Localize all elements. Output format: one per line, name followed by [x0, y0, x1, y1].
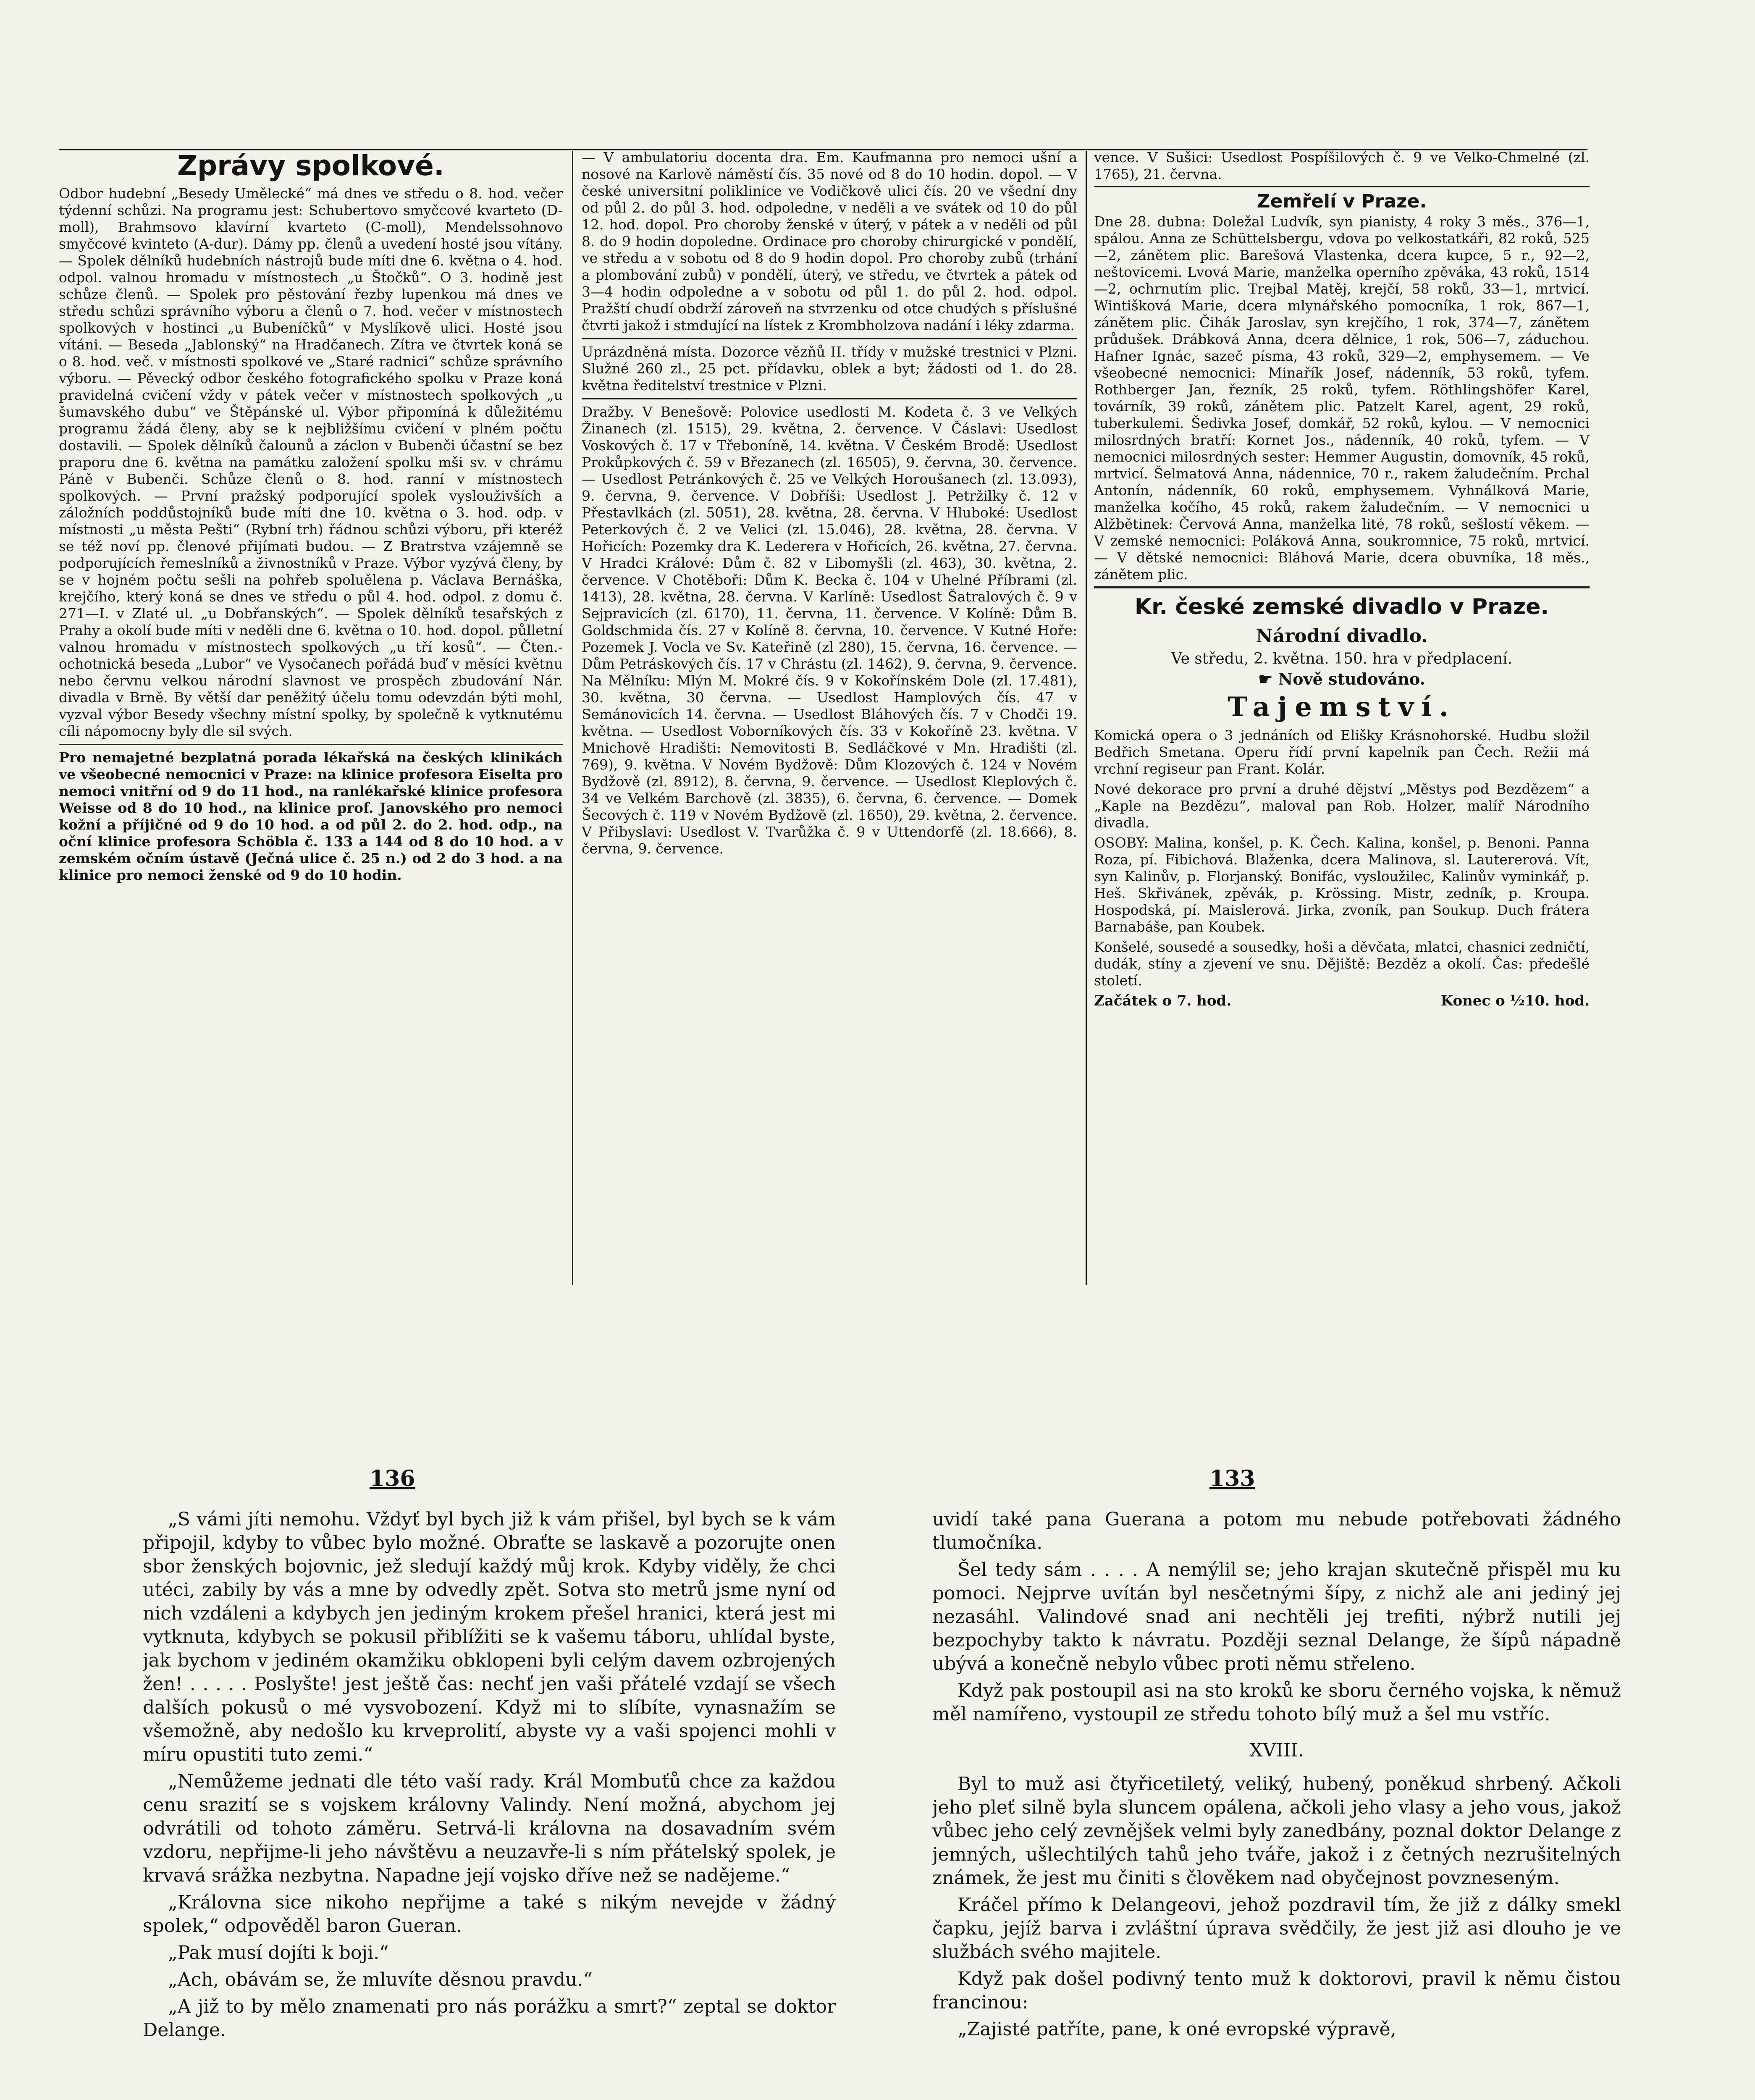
play-title: Tajemství.	[1228, 691, 1456, 723]
pointing-hand-icon: ☛	[1258, 669, 1278, 688]
divider	[1094, 186, 1590, 187]
time-line	[1094, 992, 1590, 1009]
section-title: Zprávy spolkové.	[177, 150, 445, 182]
story-paragraph: „Nemůžeme jednati dle této vaší rady. Král Mombuťů chce za každou cenu srazití se s vojskem královny Valindy. Není možná, abychom jej odvrátili od tohoto záměru. Setrvá-li královna na dosavadním svém vzdoru, nepřijme-li jeho návštěvu a neuzavře-li s ním přátelský spolek, je krvavá srážka nezbytna. Napadne její vojsko dříve než se nadějeme.“	[143, 1771, 836, 1886]
lower-right-column	[932, 1508, 1621, 2100]
story-paragraph: Šel tedy sám . . . . A nemýlil se; jeho krajan skutečně přispěl mu ku pomoci. Nejprve uvítán byl nesčetnými šípy, z nichž ale ani jediný jej nezasáhl. Valindové snad ani nechtěli jej trefiti, nýbrž nutili jej bezpochyby takto k návratu. Později seznal Delange, že šípů nápadně ubývá a konečně nebylo vůbec proti němu střeleno.	[932, 1559, 1621, 1675]
theatre-title: Kr. české zemské divadlo v Praze.	[1134, 594, 1549, 620]
vacancy-notice: Uprázdněná místa. Dozorce vězňů II. třídy v mužské trestnici v Plzni. Služné 260 zl., 25 pct. přídavku, oblek a byt; žádosti od 1. do 28. května ředitelství trestnice v Plzni.	[582, 344, 1077, 394]
performance-date: Ve středu, 2. května. 150. hra v předplacení.	[1171, 650, 1513, 667]
auctions-notice: Dražby. V Benešově: Polovice usedlosti M. Kodeta č. 3 ve Velkých Žinanech (zl. 1515), 29. května, 2. července. V Čáslavi: Usedlost Voskových č. 17 v Třeboníně, 14. května. V Českém Brodě: Usedlost Prokůpkových č. 59 v Březanech (zl. 16505), 9. června, 30. července. — Usedlost Petránkových č. 25 ve Velkých Horoušanech (zl. 13.093), 9. června, 9. července. V Dobříši: Usedlost J. Petržilky č. 12 v Přestavlkách (zl. 5051), 28. května, 28. června. V Hluboké: Usedlost Peterkových č. 2 ve Velici (zl. 15.046), 28. května, 28. června. V Hořicích: Pozemky dra K. Lederera v Hořicích, 26. května, 27. června. V Hradci Králové: Dům č. 82 v Libomyšli (zl. 463), 30. května, 2. července. V Chotěboři: Dům K. Becka č. 104 v Uhelné Příbrami (zl. 1413), 28. května, 28. června. V Karlíně: Usedlost Šatralových č. 9 v Sejpravicích (zl. 6170), 11. června, 11. července. V Kolíně: Dům B. Goldschmida čís. 27 v Kolíně 8. června, 10. července. V Kutné Hoře: Pozemek J. Vocla ve Sv. Kateřině (zl 280), 15. června, 16. července. — Dům Petráskových čís. 17 v Chrástu (zl. 1462), 9. června, 9. července. Na Mělníku: Mlýn M. Mokré čís. 9 v Kokořínském Dole (zl. 17.481), 30. května, 30 června. — Usedlost Hamplových čís. 47 v Semánovicích 14. června. — Usedlost Bláhových čís. 7 v Chodči 19. května. — Usedlost Voborníkových čís. 33 v Kokoříně 23. května. V Mnichově Hradišti: Nemovitosti B. Sedláčkové v Mn. Hradišti (zl. 769), 9. května. V Novém Bydžově: Dům Klozových č. 124 v Novém Bydžově (zl. 8912), 8. června, 9. července. — Usedlost Kleplových č. 34 ve Velkém Barchově (zl. 3835), 6. června, 6. července. — Domek Šecových č. 119 v Novém Bydžově (zl. 1650), 29. května, 2. července. V Přibyslavi: Usedlost V. Tvarůžka č. 9 v Uttendorfě (zl. 18.666), 8. června, 9. července.	[582, 404, 1077, 857]
play-description: Komická opera o 3 jednáních od Elišky Krásnohorské. Hudbu složil Bedřich Smetana. Operu řídí první kapelník pan Čech. Režii má vrchní regiseur pan Frant. Kolár.	[1094, 727, 1590, 777]
divider	[1094, 586, 1590, 588]
lower-left-column	[143, 1508, 836, 2100]
story-paragraph: „Zajisté patříte, pane, k oné evropské výpravě,	[958, 2019, 1396, 2040]
divider	[59, 744, 563, 745]
chapter-number: XVIII.	[1249, 1740, 1304, 1761]
story-paragraph: uvidí také pana Guerana a potom mu nebude potřebovati žádného tlumočníka.	[932, 1509, 1621, 1554]
deaths-list: Dne 28. dubna: Doležal Ludvík, syn pianisty, 4 roky 3 měs., 376—1, spálou. Anna ze Schüttelsbergu, vdova po velkostatkáři, 82 roků, 525—2, zánětem plic. Barešová Vlastenka, dcera kupce, 5 r., 92—2, neštovicemi. Lvová Marie, manželka operního zpěváka, 43 roků, 1514—2, ochrnutím plic. Trejbal Matěj, krejčí, 58 roků, 33—1, mrtvicí. Wintišková Marie, dcera mlynářského pomocníka, 1 rok, 867—1, zánětem plic. Čihák Jaroslav, syn krejčího, 1 rok, 374—7, zánětem průdušek. Drábková Anna, dcera dělnice, 1 rok, 506—7, záduchou. Hafner Ignác, sazeč písma, 43 roků, 329—2, emphysemem. — Ve všeobecné nemocnici: Minařík Josef, nádenník, 53 roků, tyfem. Rothberger Jan, řezník, 25 roků, tyfem. Röthlingshöfer Karel, továrník, 39 roků, zánětem plic. Patzelt Karel, agent, 29 roků, tuberkulemi. Šedivka Josef, domkář, 52 roků, kylou. — V nemocnici milosrdných bratří: Kornet Jos., nádenník, 40 roků, tyfem. — V nemocnici milosrdných sester: Hemmer Augustin, domovník, 45 roků, mrtvicí. Šelmatová Anna, nádennice, 70 r., rakem žaludečním. Prchal Antonín, nádenník, 60 roků, emphysemem. Vyhnálková Marie, manželka kočího, 45 roků, rakem žaludečním. — V nemocnici u Alžbětinek: Červová Anna, manželka lité, 78 roků, sešlostí věkem. — V zemské nemocnici: Poláková Anna, soukromnice, 75 roků, mrtvicí. — V dětské nemocnici: Bláhová Marie, dcera obuvníka, 18 měs., zánětem plic.	[1094, 213, 1590, 583]
divider	[582, 398, 1077, 399]
medical-notice: Pro nemajetné bezplatná porada lékařská na českých klinikách ve všeobecné nemocnici v Praze: na klinice profesora Eiselta pro nemoci vnitřní od 9 do 11 hod., na ranlékařské klinice profesora Weisse od 8 do 10 hod., na klinice prof. Janovského pro nemoci kožní a příjičné od 9 do 10 hod. a od půl 2. do 2. hod. odp., na oční klinice profesora Schöbla č. 133 a 144 od 8 do 10 hod. a v zemském očním ústavě (Ječná ulice č. 25 n.) od 2 do 3 hod. a na klinice pro nemoci ženské od 9 do 10 hodin.	[59, 749, 563, 883]
decor-note: Nové dekorace pro první a druhé dějství „Městys pod Bezdězem“ a „Kaple na Bezdězu“, maloval pan Rob. Holzer, malíř Národního divadla.	[1094, 781, 1590, 831]
extras-list: Konšelé, sousedé a sousedky, hoši a děvčata, mlatci, chasnici zedničtí, dudák, stíny a zjevení ve snu. Dějiště: Bezděz a okolí. Čas: předešlé století.	[1094, 939, 1590, 989]
story-paragraph: „S vámi jíti nemohu. Vždyť byl bych již k vám přišel, byl bych se k vám připojil, kdyby to vůbec bylo možné. Obraťte se laskavě a pozorujte onen sbor ženských bojovnic, jež sledují každý můj krok. Kdyby viděly, že chci utéci, zabily by vás a mne by odvedly zpět. Sotva sto metrů jsme nyní od nich vzdáleni a kdybych jen jediným krokem přešel hranici, která jest mi vytknuta, kdybych se pokusil přiblížiti se k vašemu táboru, uhlídal byste, jak bychom v jediném okamžiku obklopeni byli celým davem ozbrojených žen! . . . . . Poslyšte! jest ještě čas: nechť jen vaši přátelé vzdají se všech dalších pokusů o mé vysvobození. Když mi to slíbíte, vynasnažím se všemožně, aby nedošlo ku krveprolití, abyste vy a vaši spojenci mohli v míru opustiti tuto zemi.“	[143, 1509, 836, 1765]
newly-studied-label: Nově studováno.	[1278, 669, 1425, 688]
left-page-number: 136	[370, 1466, 415, 1491]
story-paragraph: „Královna sice nikoho nepřijme a také s nikým nevejde v žádný spolek,“ odpověděl baron Gueran.	[143, 1892, 836, 1937]
story-paragraph: „Pak musí dojíti k boji.“	[168, 1942, 389, 1964]
story-paragraph: Kráčel přímo k Delangeovi, jehož pozdravil tím, že již z dálky smekl čapku, jejíž barva i zvláštní úprava svědčily, že jest již asi dlouho je ve službách svého majitele.	[932, 1894, 1621, 1963]
theatre-subtitle: Národní divadlo.	[1256, 625, 1428, 647]
upper-column-1	[59, 149, 563, 1292]
cast-list: OSOBY: Malina, konšel, p. K. Čech. Kalina, konšel, p. Benoni. Panna Roza, pí. Fibichová. Blaženka, dcera Malinova, sl. Lautererová. Vít, syn Kalinův, p. Florjanský. Bonifác, vysloužilec, Kalinův vyminkář, p. Heš. Skřivánek, zpěvák, p. Krössing. Mistr, zedník, p. Kroupa. Hospodská, pí. Maislerová. Jirka, zvoník, pan Soukup. Duch frátera Barnabáše, pan Koubek.	[1094, 835, 1590, 935]
start-time: Začátek o 7. hod.	[1094, 992, 1232, 1009]
right-page-number: 133	[1209, 1466, 1255, 1491]
upper-column-2	[582, 149, 1077, 1292]
divider	[582, 338, 1077, 339]
column-divider-2	[1086, 151, 1087, 1285]
newly-studied	[1094, 671, 1590, 688]
society-news: Odbor hudební „Besedy Umělecké“ má dnes ve středu o 8. hod. večer týdenní schůzi. Na programu jest: Schubertovo smyčcové kvarteto (D-moll), Brahmsovo klavírní kvarteto (C-moll), Mendelssohnovo smyčcové kvinteto (A-dur). Dámy pp. členů a uvedení hosté jsou vítány. — Spolek dělníků hudebních nástrojů bude míti dne 6. května o 4. hod. odpol. valnou hromadu v místnostech „u Štočků“. O 3. hodině jest schůze členů. — Spolek pro pěstování řezby lupenkou má dnes ve středu schůzi správního výboru a členů o 7. hod. večer v místnostech spolkových v hostinci „u Bubeníčků“ v Myslíkově ulici. Hosté jsou vítáni. — Beseda „Jablonský“ na Hradčanech. Zítra ve čtvrtek koná se o 8. hod. več. v místnosti spolkové ve „Staré radnici“ schůze správního výboru. — Pěvecký odbor českého fotografického spolku v Praze koná pravidelná cvičení vždy v pátek večer v místnostech spolkových „u šumavského dubu“ ve Štěpánské ul. Výbor připomíná k důležitému programu žádá členy, aby se k nejbližšímu cvičení v plném počtu dostavili. — Spolek dělníků čalounů a záclon v Bubenči účastní se bez praporu dne 6. května na památku založení spolku mši sv. v chrámu Páně v Bubenči. Schůze členů o 8. hod. ranní v místnostech spolkových. — První pražský podporující spolek vyslouživších a záložních poddůstojníků bude míti dne 10. května o 3. hod. odp. v místnosti „u města Pešti“ (Rybní trh) řádnou schůzi výboru, při kteréž se též noví pp. členové přijímati budou. — Z Bratrstva vzájemně se podporujících řemeslníků a živnostníků v Praze. Výbor vyzývá členy, by se v hojném počtu sešli na pohřeb spoluělena p. Václava Bernáška, krejčího, který koná se dnes ve středu o půl 4. hod. odpol. z domu č. 271—I. v Zlaté ul. „u Dobřanských“. — Spolek dělníků tesařských z Prahy a okolí bude míti v neděli dne 6. května o 10. hod. dopol. půlletní valnou hromadu v místnostech spolkových „u tří kosů“. — Čten.-ochotnická beseda „Lubor“ ve Vysočanech pořádá buď v měsíci květnu nebo červnu velkou národní slavnost ve prospěch zbudování Nár. divadla v Brně. By větší dar peněžitý účelu tomu odevzdán býti mohl, vyzval výbor Besedy všechny místní spolky, by společně k vytknutému cíli nápomocny byly dle sil svých.	[59, 185, 563, 739]
clinic-hours: — V ambulatoriu docenta dra. Em. Kaufmanna pro nemoci ušní a nosové na Karlově náměstí čís. 35 nové od 8 do 10 hodin. dopol. — V české universitní poliklinice ve Vodičkově ulici čís. 20 ve všední dny od půl 2. do půl 3. hod. odpoledne, v neděli a ve svátek od 10 do půl 12. hod. dopol. Pro choroby ženské v úterý, v pátek a v neděli od půl 8. do 9 hodin dopoledne. Ordinace pro choroby chirurgické v pondělí, ve středu a v sobotu od 8 do 9 hodin dopol. Pro choroby zubů (trhání a plombování zubů) v pondělí, úterý, ve středu, ve čtvrtek a pátek od 3—4 hodin odpoledne a v sobotu od půl 1. do půl 2. hod. odpol. Pražští chudí obdrží zároveň na stvrzenku od otce chudých s příslušné čtvrti jakož i stmdující na lístek z Krombholzova nadání i léky zdarma.	[582, 149, 1077, 333]
story-paragraph: Když pak došel podivný tento muž k doktorovi, pravil k němu čistou francinou:	[932, 1968, 1621, 2013]
story-paragraph: Byl to muž asi čtyřicetiletý, veliký, hubený, poněkud shrbený. Ačkoli jeho pleť silně byla sluncem opálena, ačkoli jeho vlasy a jeho vous, jakož vůbec jeho celý zevnějšek velmi byly zanedbány, poznal doktor Delange z jemných, ušlechtilých tahů jeho tváře, jakož i z četných nezrušitelných známek, že jest mu činiti s člověkem nad obyčejnost povzneseným.	[932, 1773, 1621, 1889]
auction-continuation: vence. V Sušici: Usedlost Pospíšilových č. 9 ve Velko-Chmelné (zl. 1765), 21. června.	[1094, 149, 1590, 182]
column-divider-1	[572, 151, 573, 1285]
end-time: Konec o ½10. hod.	[1440, 992, 1590, 1009]
deaths-title: Zemřelí v Praze.	[1257, 191, 1427, 212]
upper-column-3	[1094, 149, 1590, 1292]
story-paragraph: „Ach, obávám se, že mluvíte děsnou pravdu.“	[168, 1969, 593, 1990]
story-paragraph: „A již to by mělo znamenati pro nás porážku a smrt?“ zeptal se doktor Delange.	[143, 1996, 836, 2041]
story-paragraph: Když pak postoupil asi na sto kroků ke sboru černého vojska, k němuž měl namířeno, vystoupil ze středu tohoto bílý muž a šel mu vstříc.	[932, 1680, 1621, 1725]
